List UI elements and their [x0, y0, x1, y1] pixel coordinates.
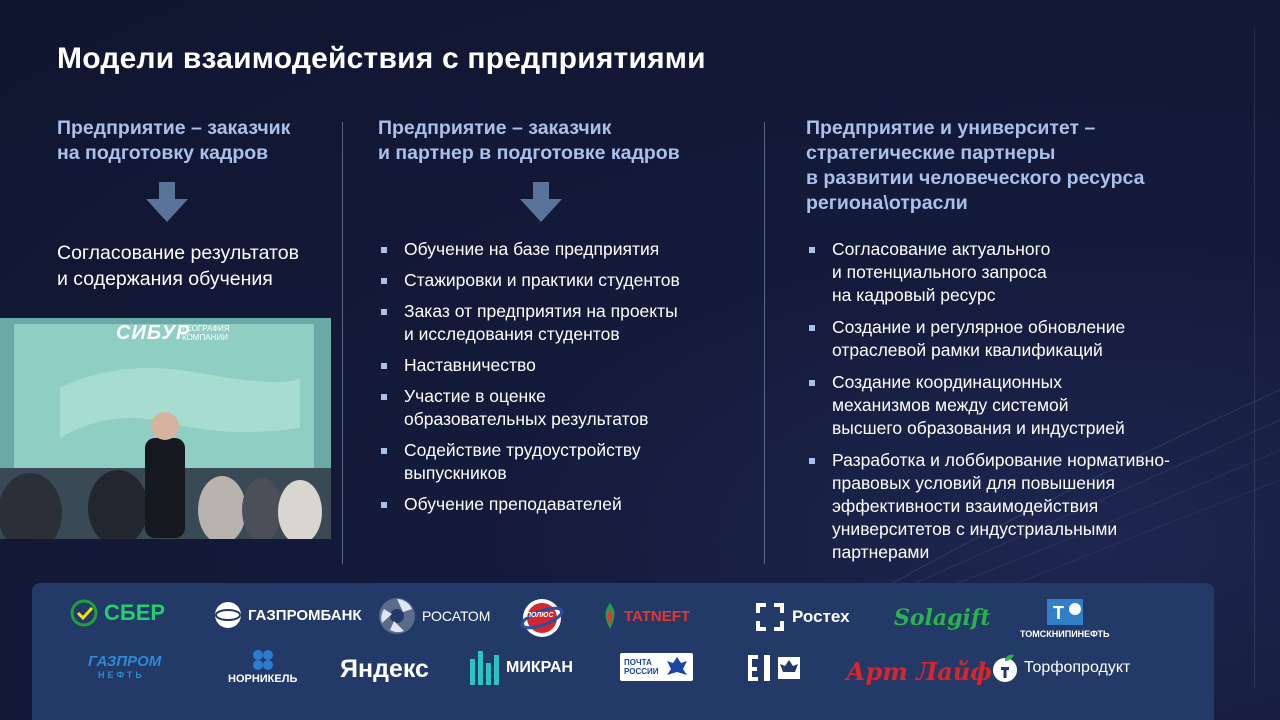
list-item: Стажировки и практики студентов — [378, 269, 728, 292]
column-2-list — [378, 238, 728, 516]
mikran-logo — [470, 651, 573, 685]
list-item: Создание и регулярное обновление отраслевой рамки квалификаций — [806, 316, 1226, 362]
photo-wall-brand: СИБУР — [116, 322, 191, 344]
torfoprodukt-icon — [992, 653, 1018, 683]
slide-title: Модели взаимодействия с предприятиями — [57, 42, 706, 75]
svg-text:Т: Т — [1052, 603, 1064, 623]
gazprombank-name: ГАЗПРОМБАНК — [248, 606, 362, 624]
list-item: Разработка и лоббирование нормативно- правовых условий для повышения эффективности взаимодействия университетов с индустриальными партнерами — [806, 449, 1226, 564]
list-item: Содействие трудоустройству выпускников — [378, 439, 728, 485]
list-item: Согласование актуального и потенциального запроса на кадровый ресурс — [806, 238, 1226, 307]
rosatom-name: РОСАТОМ — [422, 608, 491, 624]
gazprombank-logo — [214, 601, 362, 629]
partner-emblem-logo — [744, 651, 804, 685]
column-1-heading: Предприятие – заказчик на подготовку кадров — [57, 117, 291, 164]
pochta-eagle-icon — [665, 655, 689, 679]
mikran-icon — [470, 651, 500, 685]
art-life-name: Арт Лайф — [846, 657, 992, 686]
nornickel-name: НОРНИКЕЛЬ — [228, 673, 298, 685]
tomsk-icon — [1045, 597, 1085, 627]
column-2-heading: Предприятие – заказчик и партнер в подготовке кадров — [378, 117, 680, 164]
solagift-logo — [894, 605, 991, 631]
gazprombank-icon — [214, 601, 242, 629]
column-divider — [764, 122, 765, 564]
nornickel-logo — [228, 649, 297, 685]
partner-emblem-icon — [744, 651, 804, 685]
pochta-logo — [620, 653, 693, 681]
rosatom-icon — [378, 597, 416, 635]
photo-wall-caption: ГЕОГРАФИЯ КОМПАНИИ — [182, 324, 230, 342]
nornickel-icon — [252, 649, 274, 671]
list-item: Участие в оценке образовательных результатов — [378, 385, 728, 431]
sber-icon — [70, 599, 98, 627]
students-photo — [0, 318, 331, 539]
column-3-list — [806, 238, 1226, 564]
rostec-name: Ростех — [792, 607, 850, 626]
mikran-name: МИКРАН — [506, 659, 573, 676]
polyus-name: ПОЛЮС — [526, 612, 554, 619]
tatneft-logo — [602, 603, 690, 629]
yandex-logo — [340, 655, 429, 684]
column-3-heading: Предприятие и университет – стратегические партнеры в развитии человеческого ресурса региона\отрасли — [806, 117, 1145, 214]
list-item: Обучение на базе предприятия — [378, 238, 728, 261]
yandex-name: Яндекс — [340, 655, 429, 683]
rostec-icon — [754, 601, 786, 633]
sber-logo — [70, 599, 165, 627]
rosatom-logo — [378, 597, 490, 635]
tatneft-icon — [602, 603, 618, 629]
gazpromneft-name: ГАЗПРОМ — [88, 653, 162, 670]
tomsk-name: ТОМСКНИПИНЕФТЬ — [1020, 629, 1110, 639]
art-life-logo — [846, 657, 992, 686]
list-item: Создание координационных механизмов между системой высшего образования и индустрией — [806, 371, 1226, 440]
sber-name: СБЕР — [104, 600, 166, 625]
tomsk-logo — [1020, 597, 1109, 639]
rostec-logo — [754, 601, 850, 633]
down-arrow-icon — [146, 182, 188, 222]
column-divider — [342, 122, 343, 564]
list-item: Наставничество — [378, 354, 728, 377]
down-arrow-icon — [520, 182, 562, 222]
polyus-logo — [520, 598, 564, 638]
list-item: Обучение преподавателей — [378, 493, 728, 516]
gazpromneft-logo — [88, 653, 161, 680]
pochta-name: ПОЧТА РОССИИ — [624, 658, 659, 676]
gazpromneft-sub: НЕФТЬ — [98, 670, 145, 680]
torfoprodukt-logo — [992, 653, 1130, 683]
tatneft-name: TATNEFT — [624, 607, 691, 625]
partner-logos-band — [32, 583, 1214, 720]
list-item: Заказ от предприятия на проекты и исследования студентов — [378, 300, 728, 346]
solagift-name: Solagift — [894, 605, 991, 631]
column-1-text: Согласование результатов и содержания обучения — [57, 242, 299, 290]
torfoprodukt-name: Торфопродукт — [1024, 659, 1131, 676]
